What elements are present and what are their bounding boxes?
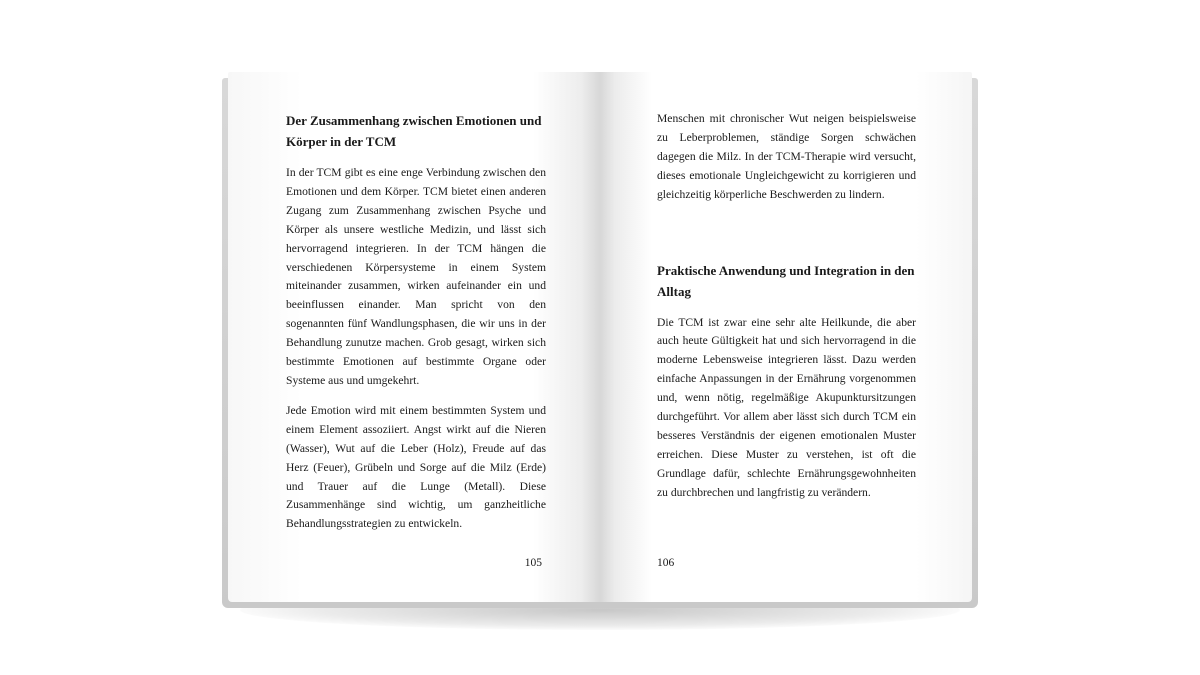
right-page-intro-paragraph: Menschen mit chronischer Wut neigen beispielsweise zu Leberproblemen, ständige Sorgen schwächen dagegen die Milz. In der TCM-Therapie wird versucht, dieses emotionale Ungleichgewicht zu korrigieren und gleichzeitig körperliche Beschwerden zu lindern. — [657, 112, 916, 201]
right-page — [600, 72, 972, 602]
right-page-number: 106 — [657, 557, 675, 569]
open-book — [222, 72, 978, 610]
right-page-heading: Praktische Anwendung und Integration in den Alltag — [657, 262, 915, 299]
left-page-paragraph-2: Jede Emotion wird mit einem bestimmten System und einem Element assoziiert. Angst wirkt auf die Nieren (Wasser), Wut auf die Leber (Holz), Freude auf das Herz (Feuer), Grübeln und Sorge auf die Milz (Erde) und Trauer auf die Lunge (Metall). Diese Zusammenhänge sind wichtig, um ganzheitliche Behandlungsstrategien zu entwickeln. — [286, 403, 546, 531]
section-spacer — [657, 216, 916, 260]
left-page-heading: Der Zusammenhang zwischen Emotionen und Körper in der TCM — [286, 113, 542, 149]
left-page-number: 105 — [524, 557, 542, 569]
left-page — [228, 72, 600, 602]
left-page-paragraph-1: In der TCM gibt es eine enge Verbindung zwischen den Emotionen und dem Körper. TCM bietet einen anderen Zugang zum Zusammenhang zwischen Psyche und Körper als unsere westliche Medizin, und lässt sich hervorragend integrieren. In der TCM hängen die verschiedenen Körpersysteme in einem System miteinander zusammen, wirken aufeinander ein und beeinflussen einander. Man spricht von den sogenannten fünf Wandlungsphasen, die wir uns in der Behandlung zunutze machen. Grob gesagt, wirken sich bestimmte Emotionen auf bestimmte Organe oder Systeme aus und umgekehrt. — [286, 166, 546, 387]
right-page-paragraph: Die TCM ist zwar eine sehr alte Heilkunde, die aber auch heute Gültigkeit hat und sich hervorragend in die moderne Lebensweise integrieren lässt. Dazu werden einfache Anpassungen in der Ernährung vorgenommen und, wenn nötig, regelmäßige Akupunktursitzungen durchgeführt. Vor allem aber lässt sich durch TCM ein besseres Verständnis der eigenen emotionalen Muster erreichen. Diese Muster zu verstehen, ist oft die Grundlage dafür, schlechte Ernährungsgewohnheiten zu durchbrechen und langfristig zu verändern. — [657, 315, 916, 499]
